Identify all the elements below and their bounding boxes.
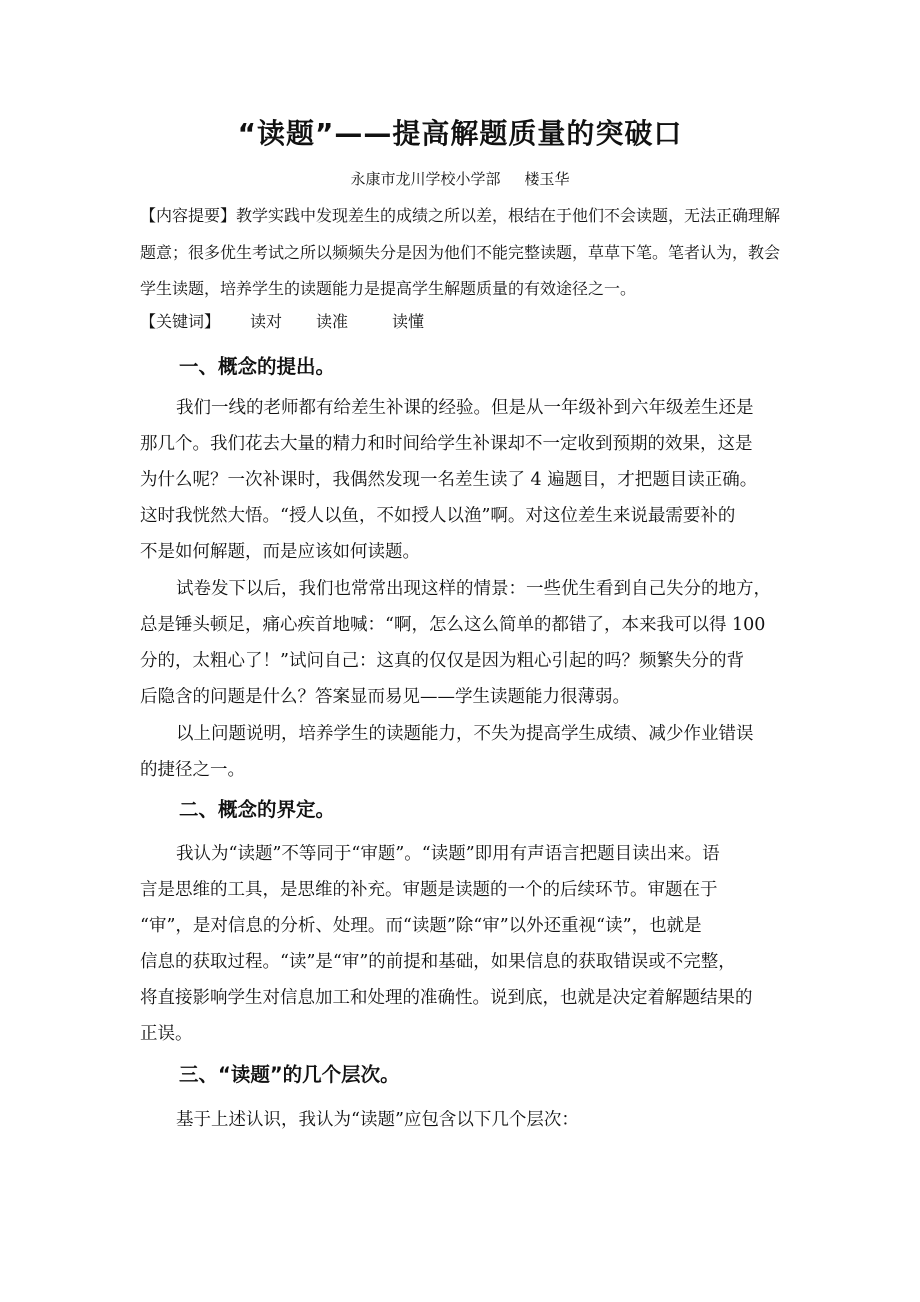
paragraph-line: 试卷发下以后，我们也常常出现这样的情景：一些优生看到自己失分的地方， xyxy=(176,579,771,599)
paragraph-line: 正误。 xyxy=(140,1024,193,1044)
keywords-label: 【关键词】 xyxy=(140,312,221,331)
paragraph-line: 信息的获取过程。“读”是“审”的前提和基础，如果信息的获取错误或不完整， xyxy=(140,952,736,972)
paragraph-line: 言是思维的工具，是思维的补充。审题是读题的一个的后续环节。审题在于 xyxy=(140,880,718,900)
body-paragraph xyxy=(140,571,784,715)
paragraph-line: 不是如何解题，而是应该如何读题。 xyxy=(140,542,420,562)
body-paragraph xyxy=(140,390,784,570)
keyword: 读懂 xyxy=(392,312,425,331)
section-heading: 二、概念的界定。 xyxy=(179,798,336,821)
section-heading: 三、“读题”的几个层次。 xyxy=(179,1063,400,1086)
paragraph-line: 为什么呢？一次补课时，我偶然发现一名差生读了 4 遍题目，才把题目读正确。 xyxy=(140,470,758,490)
paragraph-line: 后隐含的问题是什么？答案显而易见——学生读题能力很薄弱。 xyxy=(140,687,630,707)
body-paragraph xyxy=(140,1102,784,1138)
keywords xyxy=(140,307,784,337)
paragraph-line: 这时我恍然大悟。“授人以鱼，不如授人以渔”啊。对这位差生来说最需要补的 xyxy=(140,506,736,526)
paragraph-line: 我们一线的老师都有给差生补课的经验。但是从一年级补到六年级差生还是 xyxy=(176,398,754,418)
paragraph-line: 将直接影响学生对信息加工和处理的准确性。说到底，也就是决定着解题结果的 xyxy=(140,988,753,1008)
abstract-line: 【内容提要】教学实践中发现差生的成绩之所以差，根结在于他们不会读题，无法正确理解 xyxy=(140,206,781,225)
paragraph-line: 的捷径之一。 xyxy=(140,760,245,780)
paragraph-line: “审”，是对信息的分析、处理。而“读题”除“审”以外还重视“读”，也就是 xyxy=(140,916,702,936)
paragraph-line: 基于上述认识，我认为“读题”应包含以下几个层次： xyxy=(176,1110,579,1130)
paragraph-line: 分的，太粗心了！”试问自己：这真的仅仅是因为粗心引起的吗？频繁失分的背 xyxy=(140,651,744,671)
abstract-line: 学生读题，培养学生的读题能力是提高学生解题质量的有效途径之一。 xyxy=(140,279,637,298)
abstract xyxy=(140,198,784,308)
paragraph-line: 那几个。我们花去大量的精力和时间给学生补课却不一定收到预期的效果，这是 xyxy=(140,434,753,454)
document-title: “读题”——提高解题质量的突破口 xyxy=(237,117,683,150)
body-paragraph xyxy=(140,716,784,788)
paragraph-line: 我认为“读题”不等同于“审题”。“读题”即用有声语言把题目读出来。语 xyxy=(176,844,720,864)
author-line xyxy=(0,168,920,189)
author-school: 永康市龙川学校小学部 xyxy=(350,170,501,188)
abstract-line: 题意；很多优生考试之所以频频失分是因为他们不能完整读题，草草下笔。笔者认为，教会 xyxy=(140,242,781,262)
keyword: 读对 xyxy=(250,312,283,331)
paragraph-line: 总是锤头顿足，痛心疾首地喊：“啊，怎么这么简单的都错了，本来我可以得 100 xyxy=(140,615,766,635)
body-paragraph xyxy=(140,836,784,1052)
author-name: 楼玉华 xyxy=(524,170,570,188)
paragraph-line: 以上问题说明，培养学生的读题能力，不失为提高学生成绩、减少作业错误 xyxy=(176,724,754,744)
section-heading: 一、概念的提出。 xyxy=(179,355,336,378)
keyword: 读准 xyxy=(316,312,349,331)
